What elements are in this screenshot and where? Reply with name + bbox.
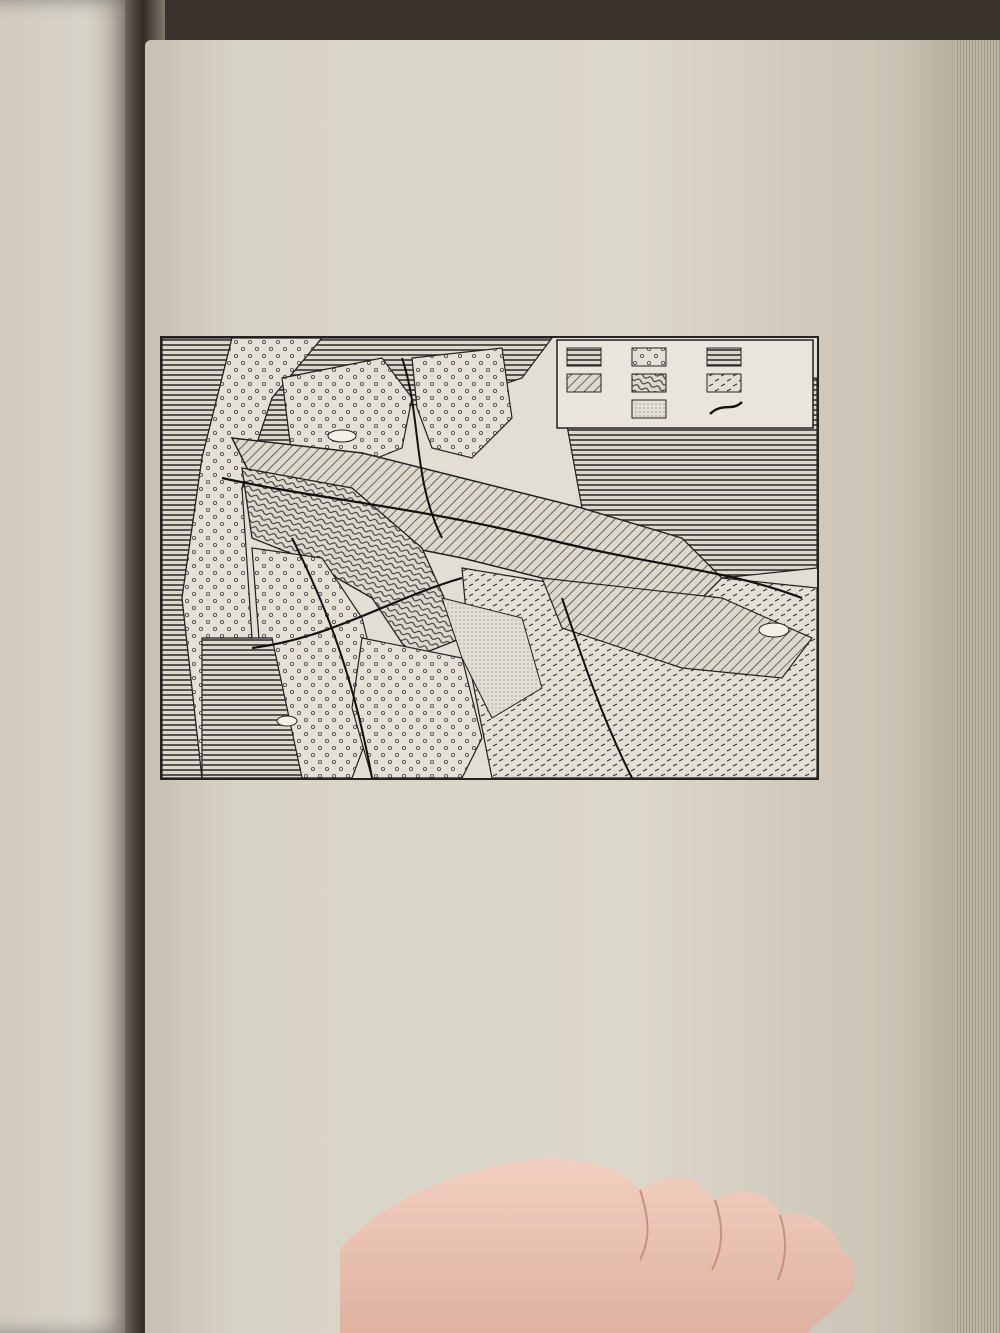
figure-caption bbox=[160, 788, 830, 794]
lake-tengiz bbox=[328, 430, 356, 442]
geologic-map-figure bbox=[160, 336, 819, 780]
left-page bbox=[0, 0, 130, 1333]
lake-ashikol bbox=[277, 716, 297, 726]
hand-image bbox=[340, 1130, 1000, 1333]
lake-alakol bbox=[759, 623, 789, 637]
geologic-map bbox=[162, 338, 817, 778]
